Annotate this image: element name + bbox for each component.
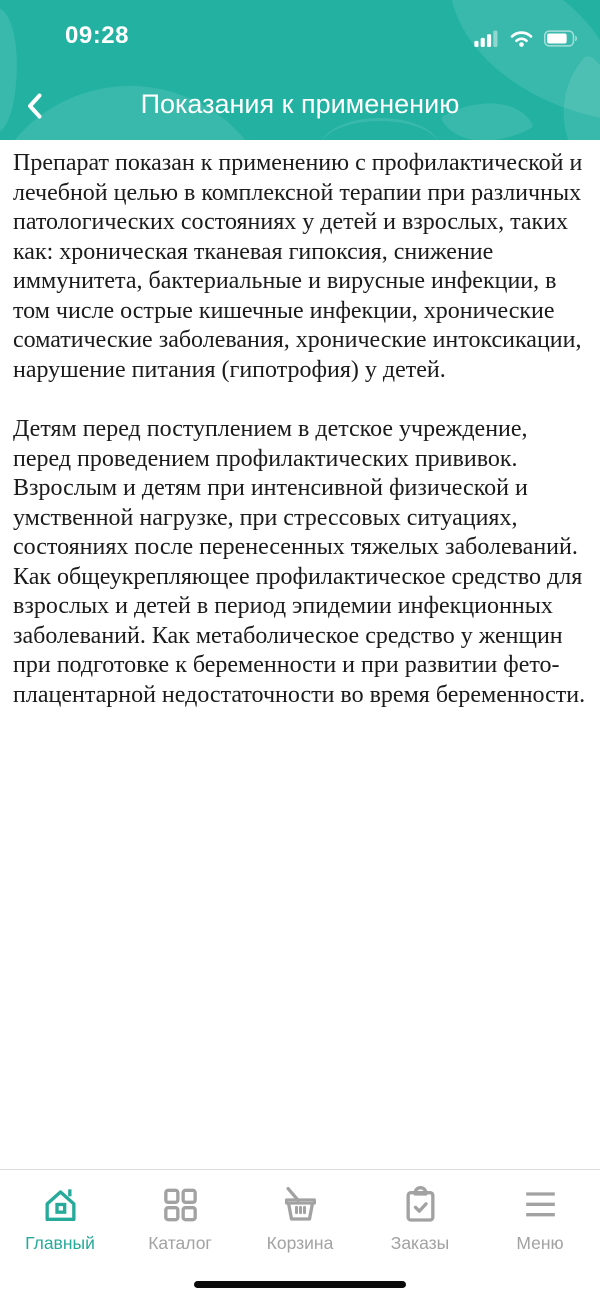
content-area bbox=[0, 140, 600, 1169]
tab-cart[interactable] bbox=[240, 1185, 360, 1252]
status-bar bbox=[0, 22, 600, 56]
bottom-tab-bar bbox=[0, 1169, 600, 1297]
tab-row bbox=[0, 1170, 600, 1252]
battery-icon bbox=[544, 30, 578, 47]
home-indicator[interactable] bbox=[194, 1281, 406, 1288]
tab-label: Заказы bbox=[390, 1233, 450, 1253]
status-time: 09:28 bbox=[65, 22, 129, 49]
home-icon bbox=[40, 1185, 81, 1225]
tab-home[interactable] bbox=[0, 1185, 120, 1252]
navigation-bar bbox=[0, 84, 600, 128]
app-header bbox=[0, 0, 600, 140]
back-button[interactable] bbox=[14, 88, 54, 124]
tab-orders[interactable] bbox=[360, 1185, 480, 1252]
tab-label: Главный bbox=[25, 1233, 95, 1253]
tab-label: Меню bbox=[516, 1233, 564, 1253]
tab-label: Каталог bbox=[148, 1233, 212, 1253]
tab-catalog[interactable] bbox=[120, 1185, 240, 1252]
cellular-signal-icon bbox=[474, 30, 499, 47]
basket-icon bbox=[280, 1185, 321, 1225]
page-title: Показания к применению bbox=[140, 89, 460, 119]
status-icons bbox=[474, 28, 578, 48]
orders-clipboard-icon bbox=[400, 1185, 441, 1225]
wifi-icon bbox=[510, 30, 533, 47]
menu-icon bbox=[520, 1185, 561, 1225]
indications-paragraph-1: Препарат показан к применению с профилактической и лечебной целью в комплексной терапии при различных патологических состояниях у детей и взрослых, таких как: хроническая тканевая гипоксия, снижение иммунитета, бактериальные и вирусные инфекции, в том числе острые кишечные инфекции, хронические соматические заболевания, хронические интоксикации, нарушение питания (гипотрофия) у детей. bbox=[13, 150, 583, 383]
indications-paragraph-2: Детям перед поступлением в детское учреждение, перед проведением профилактических прививок. Взрослым и детям при интенсивной физической и умственной нагрузке, при стрессовых ситуациях, состояниях после перенесенных тяжелых заболеваний. Как общеукрепляющее профилактическое средство для взрослых и детей в период эпидемии инфекционных заболеваний. Как метаболическое средство у женщин при подготовке к беременности и при развитии фето-плацентарной недостаточности во время беременности. bbox=[13, 416, 586, 708]
tab-label: Корзина bbox=[266, 1233, 334, 1253]
chevron-left-icon bbox=[27, 93, 42, 119]
tab-menu[interactable] bbox=[480, 1185, 600, 1252]
catalog-grid-icon bbox=[160, 1185, 201, 1225]
